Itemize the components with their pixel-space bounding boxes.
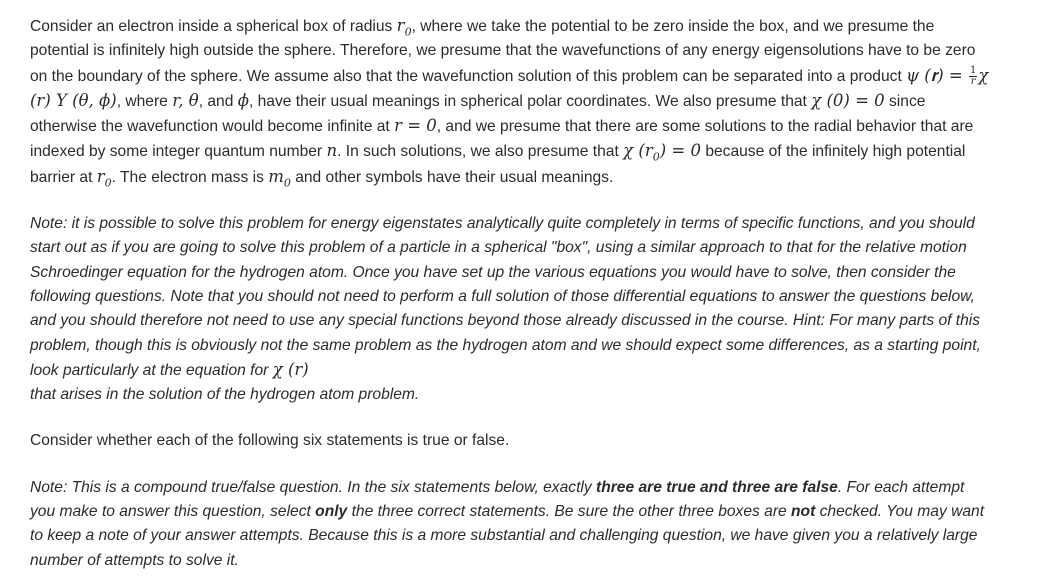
math-chi-r0: χ $(r_0) = 0$ [623,141,701,164]
problem-text: , where we take the potential to be zero inside the box, and we presume the potential is infinitely high outside the sphere. Therefore, we presume that the wavefunctions of any energy eigensolutions have to be zero on the boundary of the sphere. We assume also that the wavefunction solution of this problem can be separated into a product [30,18,976,85]
instruction-text: Consider whether each of the following six statements is true or false. [30,432,510,450]
math-n: n [326,141,338,161]
math-r0: $r_0$ [96,166,112,190]
math-chi-zero: χ (0) = 0 [811,90,885,110]
note-text: Note: it is possible to solve this problem for energy eigenstates analytically quite completely in terms of specific functions, and you should start out as if you are going to solve this problem of a particle in a spherical "box", using a similar approach to that for the relative motion Schroedinger equation for the hydrogen atom. Once you have set up the various equations you would have to solve, then consider the following questions. Note that you should not need to perform a full solution of those differential equations to answer the questions below, and you should therefore not need to use any special functions beyond those already discussed in the course. Hint: For many parts of this problem, though this is obviously not the same problem as the hydrogen atom and we should expect some differences, as a starting point, look particularly at the equation for [30,215,981,379]
math-theta: θ [188,90,199,110]
problem-text: because of the infinitely high potential barrier at [30,143,966,186]
spacer [30,190,990,212]
problem-text: , have their usual meanings in spherical polar coordinates. We also presume that [248,92,812,110]
problem-text: since otherwise the wavefunction would become infinite at [30,92,926,136]
emphasis-only: only [315,503,348,521]
problem-text: , and [198,92,238,110]
problem-text: , where [116,92,173,110]
math-r0: $r_0$ [396,16,412,39]
math-r-eq-zero: r = 0 [394,116,437,136]
problem-text: Consider an electron inside a spherical box of radius [30,18,397,35]
math-m0: $m_0$ [268,166,291,190]
math-psi-lhs: ψ (𝐫) = [906,65,968,85]
math-fraction: $\frac{1}{r}$ [969,64,977,87]
emphasis-not: not [791,503,816,521]
math-psi-rhs: χ (r) Y (θ, ϕ) [30,65,989,110]
problem-text: . In such solutions, we also presume that [337,143,624,161]
question-body [30,14,990,573]
math-r: r, [172,90,189,110]
spacer [30,454,990,476]
problem-text: . The electron mass is [111,168,269,186]
math-chi-r: χ (r) [272,359,309,379]
note-text: that arises in the solution of the hydrogen atom problem. [30,386,420,404]
problem-text: and other symbols have their usual meanings. [290,168,614,186]
problem-statement [30,14,990,190]
solution-hint-note [30,212,990,407]
math-phi: ϕ [237,90,249,110]
emphasis-three-true-false: three are true and three are false [596,478,838,496]
problem-text: , and we presume that there are some solutions to the radial behavior that are indexed by some integer quantum number [30,118,974,161]
compound-question-note: Note: This is a compound true/false question. In the six statements below, exactly three are true and three are false. For each attempt you make to answer this question, select only the three correct statements. Be sure the other three boxes are not checked. You may want to keep a note of your answer attempts. Because this is a more substantial and challenging question, we have given you a relatively large number of attempts to solve it. [30,478,985,569]
spacer [30,407,990,429]
